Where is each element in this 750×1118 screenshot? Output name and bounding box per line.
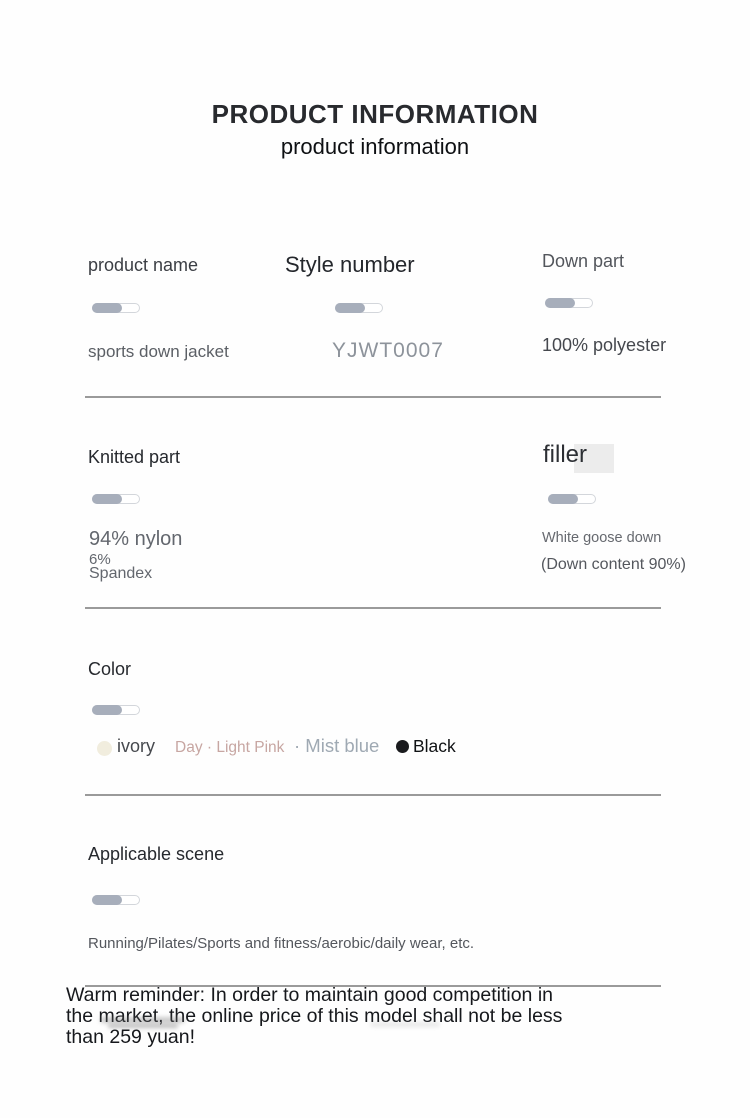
progress-bar-fill [92,705,122,715]
progress-bar-fill [92,303,122,313]
divider [85,607,661,609]
filler-label: filler [543,441,588,468]
progress-bar-fill [92,895,122,905]
knitted-part-value-2: 6% [89,551,111,568]
progress-bar [335,303,383,313]
price-reminder-line-1: Warm reminder: In order to maintain good competition in [66,984,553,1006]
progress-bar-fill [548,494,578,504]
applicable-scene-label: Applicable scene [88,844,225,864]
filler-value-2: (Down content 90%) [541,556,686,573]
applicable-scene-value: Running/Pilates/Sports and fitness/aerobic/daily wear, etc. [88,935,475,952]
divider [85,794,661,796]
page-title: PRODUCT INFORMATION [211,99,539,129]
down-part-value: 100% polyester [542,335,667,355]
product-name-value: sports down jacket [88,342,229,361]
progress-bar [92,494,140,504]
swatch-label-light-pink: Day · Light Pink [175,739,285,756]
price-reminder-line-2: the market, the online price of this model shall not be less [66,1005,563,1027]
ivory-swatch-dot [97,741,112,756]
down-part-label: Down part [542,251,625,271]
progress-bar-fill [545,298,575,308]
divider [85,396,661,398]
progress-bar [548,494,596,504]
erase-smudge [108,1024,178,1028]
product-name-label: product name [88,255,199,275]
color-label: Color [88,659,132,679]
progress-bar-fill [92,494,122,504]
knitted-part-value-1: 94% nylon [89,528,183,550]
price-reminder-line-3: than 259 yuan! [66,1026,196,1048]
swatch-label-ivory: ivory [117,736,156,756]
progress-bar [92,705,140,715]
filler-value-1: White goose down [542,530,662,546]
swatch-label-mist-blue: · Mist blue [294,735,380,756]
swatch-label-black: Black [413,736,456,756]
erase-smudge [100,1017,185,1023]
page-subtitle: product information [280,134,470,159]
erase-smudge [370,1022,440,1027]
progress-bar [92,895,140,905]
knitted-part-label: Knitted part [88,447,181,467]
progress-bar-fill [335,303,365,313]
black-swatch-dot [396,740,409,753]
style-number-value: YJWT0007 [332,339,444,362]
knitted-part-value-3: Spandex [89,565,153,582]
style-number-label: Style number [285,252,415,277]
progress-bar [545,298,593,308]
progress-bar [92,303,140,313]
